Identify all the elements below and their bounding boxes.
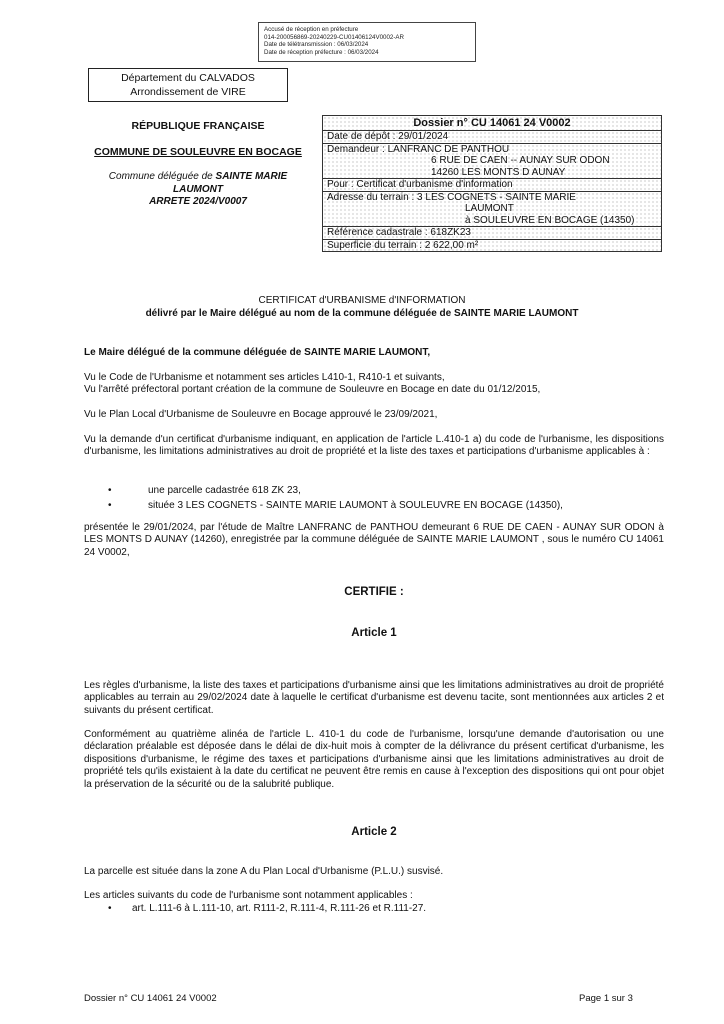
article-2-paragraph-1: La parcelle est située dans la zone A du Plan Local d'Urbanisme (P.L.U.) susvisé. [84,866,444,877]
vu-demande: Vu la demande d'un certificat d'urbanisme indiquant, en application de l'article L.410-1 a) du code de l'urbanisme, les dispositions d'urbanisme, les limitations administratives au droit de propriété et la liste des taxes et participations d'urbanisme applicables à : [84,434,664,458]
commune-name: COMMUNE DE SOULEUVRE EN BOCAGE [94,145,302,158]
maire-statement: Le Maire délégué de la commune déléguée de SAINTE MARIE LAUMONT, [84,347,431,358]
bullet-icon: • [108,500,112,511]
certificate-title [60,294,664,320]
vu-plu: Vu le Plan Local d'Urbanisme de Souleuvre en Bocage approuvé le 23/09/2021, [84,409,438,420]
article-2-heading: Article 2 [351,826,397,838]
bullet-icon: • [108,903,112,914]
left-header [86,120,310,209]
prefecture-receipt-stamp [258,22,476,62]
arrondissement-name: Arrondissement de VIRE [130,86,246,98]
stamp-line: Date de télétransmission : 06/03/2024 [264,41,369,49]
department-name: Département du CALVADOS [121,72,255,84]
adresse-line: LAUMONT [465,203,514,214]
demandeur-line: 14260 LES MONTS D AUNAY [431,166,566,178]
bullet-text: une parcelle cadastrée 618 ZK 23, [148,485,301,496]
bullet-text: située 3 LES COGNETS - SAINTE MARIE LAUMONT à SOULEUVRE EN BOCAGE (14350), [148,500,563,511]
article-1-heading: Article 1 [351,627,397,639]
pour: Pour : Certificat d'urbanisme d'information [323,179,661,192]
reference-cadastrale: Référence cadastrale : 618ZK23 [323,227,661,240]
bullet-text: art. L.111-6 à L.111-10, art. R111-2, R.111-4, R.111-26 et R.111-27. [132,903,427,914]
demandeur-line: 6 RUE DE CAEN -- AUNAY SUR ODON [431,155,610,166]
dossier-table [322,115,662,252]
vu-code: Vu le Code de l'Urbanisme et notamment ses articles L410-1, R410-1 et suivants, [84,372,445,383]
date-depot: Date de dépôt : 29/01/2024 [323,131,661,144]
presentee: présentée le 29/01/2024, par l'étude de Maître LANFRANC de PANTHOU demeurant 6 RUE DE CAEN - AUNAY SUR ODON à LES MONTS D AUNAY (14260), enregistrée par la commune déléguée de SAINTE MARIE LAUMONT , sous le numéro CU 14061 24 V0002, [84,522,664,558]
demandeur-line: Demandeur : LANFRANC DE PANTHOU [327,143,510,155]
dossier-number: Dossier n° CU 14061 24 V0002 [323,116,661,131]
certifie-heading: CERTIFIE : [344,586,404,598]
adresse-line: à SOULEUVRE EN BOCAGE (14350) [465,214,635,226]
article-1-paragraph-1: Les règles d'urbanisme, la liste des taxes et participations d'urbanisme ainsi que les limitations administratives au droit de propriété applicables au terrain au 29/02/2024 date à laquelle le certificat d'urbanisme est devenu tacite, sont mentionnées aux articles 2 et suivants du présent certificat. [84,680,664,716]
certificate-title-line: CERTIFICAT d'URBANISME d'INFORMATION [258,295,466,306]
commune-deleguee [86,171,310,196]
stamp-line: Accusé de réception en préfecture [264,26,359,33]
stamp-line: Date de réception préfecture : 06/03/2024 [264,48,379,56]
arrete-number: ARRETE 2024/V0007 [149,196,247,207]
commune-deleguee-name-2: LAUMONT [173,183,223,195]
certificate-subtitle: délivré par le Maire délégué au nom de la commune déléguée de SAINTE MARIE LAUMONT [145,308,579,319]
department-box [88,68,288,102]
footer-page-number: Page 1 sur 3 [579,993,633,1004]
adresse-line: Adresse du terrain : 3 LES COGNETS - SAINTE MARIE [327,191,576,203]
superficie: Superficie du terrain : 2 622,00 m² [323,240,661,252]
republique-label: RÉPUBLIQUE FRANÇAISE [131,120,265,132]
adresse-terrain [323,192,661,228]
article-1-paragraph-2: Conformément au quatrième alinéa de l'article L. 410-1 du code de l'urbanisme, lorsqu'une demande d'autorisation ou une déclaration préalable est déposée dans le délai de dix-huit mois à compter de la délivrance du présent certificat d'urbanisme, les dispositions d'urbanisme, le régime des taxes et participations d'urbanisme ainsi que les limitations administratives au droit de propriété tels qu'ils existaient à la date du certificat ne peuvent être remis en cause à l'exception des dispositions qui ont pour objet la préservation de la sécurité ou de la salubrité publique. [84,729,664,790]
stamp-line: 014-200056869-20240229-CU01406124V0002-AR [264,33,405,41]
article-2-paragraph-2: Les articles suivants du code de l'urbanisme sont notamment applicables : [84,890,413,901]
commune-deleguee-name: SAINTE MARIE [215,171,288,182]
commune-deleguee-prefix: Commune déléguée de [108,171,216,182]
vu-arrete: Vu l'arrêté préfectoral portant création de la commune de Souleuvre en Bocage en date du 01/12/2015, [84,384,541,395]
demandeur [323,144,661,180]
footer-dossier: Dossier n° CU 14061 24 V0002 [84,993,217,1004]
bullet-icon: • [108,485,112,496]
